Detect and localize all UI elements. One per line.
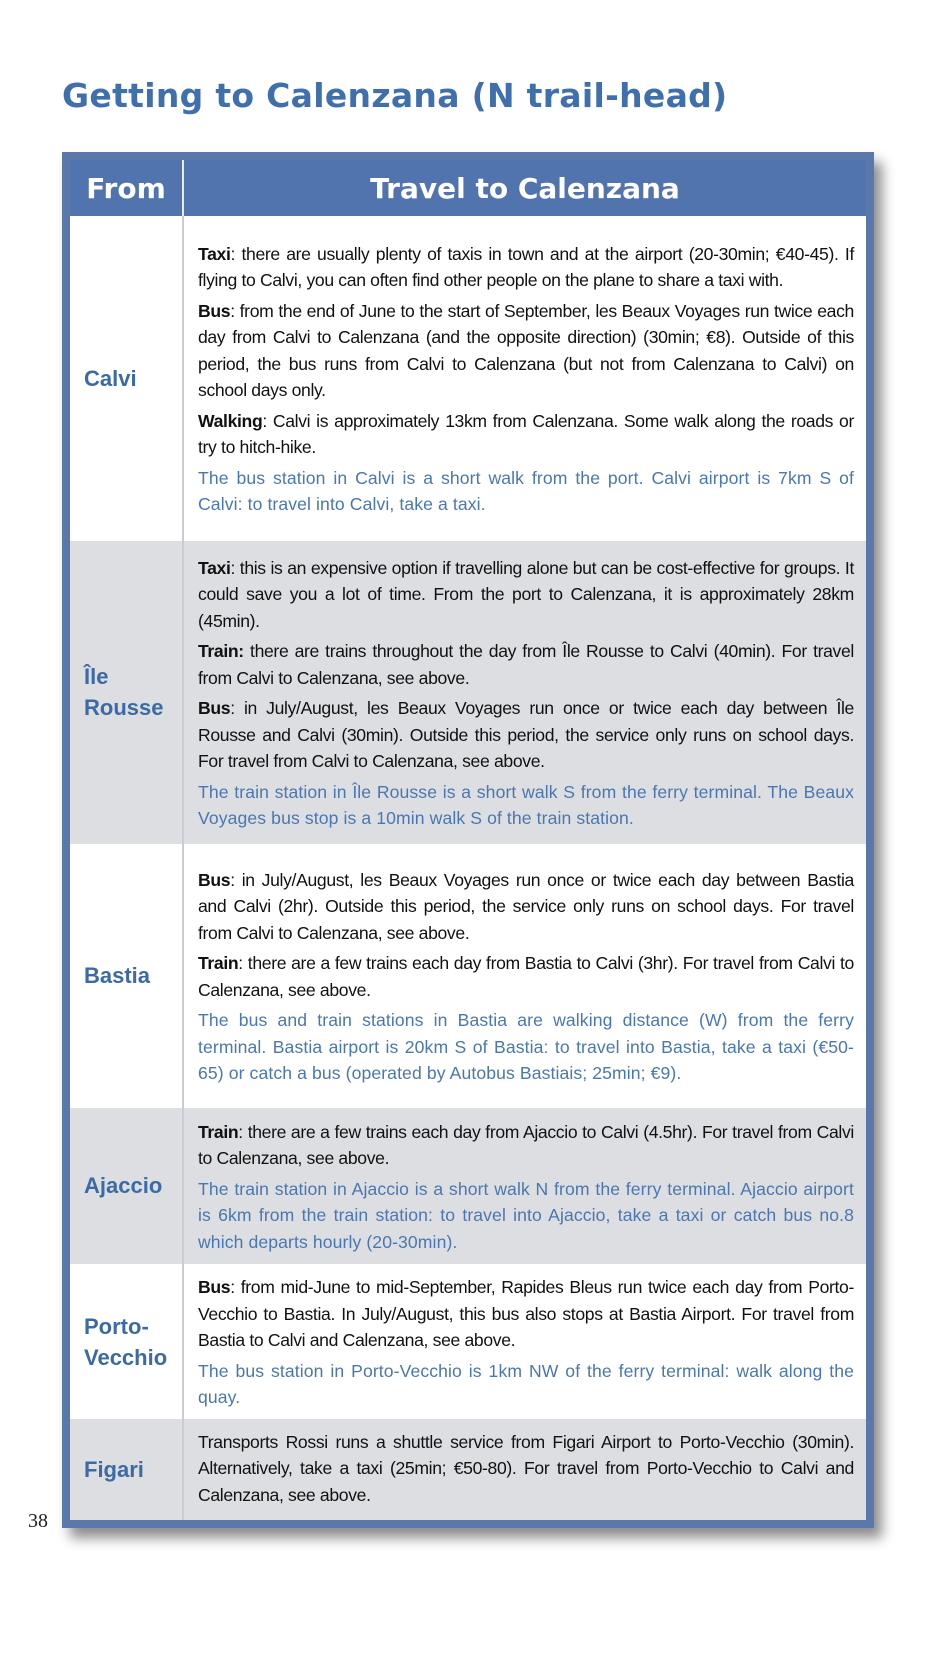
paragraph-bus (198, 695, 854, 775)
table-row-figari (70, 1419, 866, 1520)
place-name: Ajaccio (84, 1173, 163, 1199)
place-name: Calvi (84, 365, 137, 391)
paragraph-label: Walking (198, 410, 263, 431)
place-name-line-1: Porto- (84, 1313, 149, 1339)
place-name-line-1: Île (84, 664, 109, 690)
paragraph-bus (198, 867, 854, 947)
column-header-from: From (70, 160, 183, 216)
station-note: The train station in Île Rousse is a short walk S from the ferry terminal. The Beaux Voyages bus stop is a 10min walk S of the train station. (198, 781, 854, 829)
details-cell (183, 1108, 866, 1264)
station-note: The bus and train stations in Bastia are walking distance (W) from the ferry terminal. Bastia airport is 20km S of Bastia: to travel into Bastia, take a taxi (€50-65) or catch a bus (operated by Autobus Bastiais; 25min; €9). (198, 1010, 854, 1084)
table-row-ile-rousse (70, 541, 866, 844)
details-cell (183, 844, 866, 1108)
table-row-bastia (70, 844, 866, 1108)
station-note: The bus station in Porto-Vecchio is 1km NW of the ferry terminal: walk along the quay. (198, 1360, 854, 1408)
place-name-line-2: Vecchio (84, 1344, 168, 1370)
paragraph-train (198, 950, 854, 1003)
place-name-line-2: Rousse (84, 695, 164, 721)
place-name: Figari (84, 1457, 144, 1483)
paragraph-text: Transports Rossi runs a shuttle service from Figari Airport to Porto-Vecchio (30min). Alternatively, take a taxi (25min; €50-80). For travel from Porto-Vecchio to Calvi and Calenzana, see above. (198, 1431, 854, 1505)
paragraph-label: Bus (198, 300, 231, 321)
station-note: The bus station in Calvi is a short walk from the port. Calvi airport is 7km S of Calvi: to travel into Calvi, take a taxi. (198, 467, 854, 515)
paragraph-walking (198, 408, 854, 461)
place-cell (70, 1264, 183, 1420)
paragraph-label: Bus (198, 1277, 231, 1298)
details-cell (183, 541, 866, 844)
paragraph-bus (198, 298, 854, 404)
details-cell (183, 216, 866, 541)
paragraph-text: there are trains throughout the day from Île Rousse to Calvi (40min). For travel from Calvi to Calenzana, see above. (198, 641, 854, 688)
paragraph-text: : in July/August, les Beaux Voyages run once or twice each day between Île Rousse and Calvi (30min). Outside this period, the service only runs on school days. For travel from Calvi to Calenzana, see above. (198, 698, 854, 772)
details-cell (183, 1419, 866, 1520)
travel-table (70, 160, 866, 1520)
place-cell (70, 1108, 183, 1264)
station-note: The train station in Ajaccio is a short walk N from the ferry terminal. Ajaccio airport is 6km from the train station: to travel into Ajaccio, take a taxi or catch bus no.8 which departs hourly (20-30min). (198, 1178, 854, 1252)
paragraph-text: : from mid-June to mid-September, Rapides Bleus run twice each day from Porto-Vecchio to Bastia. In July/August, this bus also stops at Bastia Airport. For travel from Bastia to Calvi and Calenzana, see above. (198, 1277, 854, 1351)
paragraph-text: : there are a few trains each day from Bastia to Calvi (3hr). For travel from Calvi to Calenzana, see above. (198, 953, 854, 1000)
paragraph-label: Train (198, 1121, 239, 1142)
paragraph-text: : there are usually plenty of taxis in town and at the airport (20-30min; €40-45). If flying to Calvi, you can often find other people on the plane to share a taxi with. (198, 243, 854, 291)
paragraph-bus (198, 1274, 854, 1354)
table-header-row (70, 160, 866, 216)
paragraph-text: : from the end of June to the start of September, les Beaux Voyages run twice each day from Calvi to Calenzana (and the opposite direction) (30min; €8). Outside of this period, the bus runs from Calvi to Calenzana (but not from Calenzana to Calvi) on school days only. (198, 300, 854, 401)
paragraph-text: : in July/August, les Beaux Voyages run once or twice each day between Bastia and Calvi (2hr). Outside this period, the service only runs on school days. For travel from Calvi to Calenzana, see above. (198, 869, 854, 943)
paragraph-label: Train (198, 953, 239, 974)
table-row-porto-vecchio (70, 1264, 866, 1420)
page-number: 38 (28, 1510, 48, 1532)
paragraph-taxi (198, 241, 854, 294)
paragraph-text: : this is an expensive option if travelling alone but can be cost-effective for groups. It could save you a lot of time. From the port to Calenzana, it is approximately 28km (45min). (198, 557, 854, 631)
paragraph-label: Bus (198, 698, 231, 719)
paragraph-label: Bus (198, 869, 231, 890)
paragraph-text: : Calvi is approximately 13km from Calenzana. Some walk along the roads or try to hitch-hike. (198, 410, 854, 458)
table-row-ajaccio (70, 1108, 866, 1264)
table-row-calvi (70, 216, 866, 541)
travel-table-frame (62, 152, 874, 1528)
column-header-travel: Travel to Calenzana (183, 160, 866, 216)
page-title: Getting to Calenzana (N trail-head) (62, 76, 728, 115)
place-name: Bastia (84, 963, 151, 989)
place-cell (70, 1419, 183, 1520)
place-cell (70, 216, 183, 541)
details-cell (183, 1264, 866, 1420)
paragraph-taxi (198, 555, 854, 635)
place-cell (70, 541, 183, 844)
paragraph-label: Train: (198, 641, 244, 662)
paragraph-label: Taxi (198, 243, 231, 264)
paragraph-train (198, 638, 854, 691)
place-cell (70, 844, 183, 1108)
paragraph-text: : there are a few trains each day from Ajaccio to Calvi (4.5hr). For travel from Calvi to Calenzana, see above. (198, 1121, 854, 1169)
paragraph-label: Taxi (198, 557, 231, 578)
paragraph-train (198, 1119, 854, 1172)
paragraph-shuttle (198, 1429, 854, 1509)
